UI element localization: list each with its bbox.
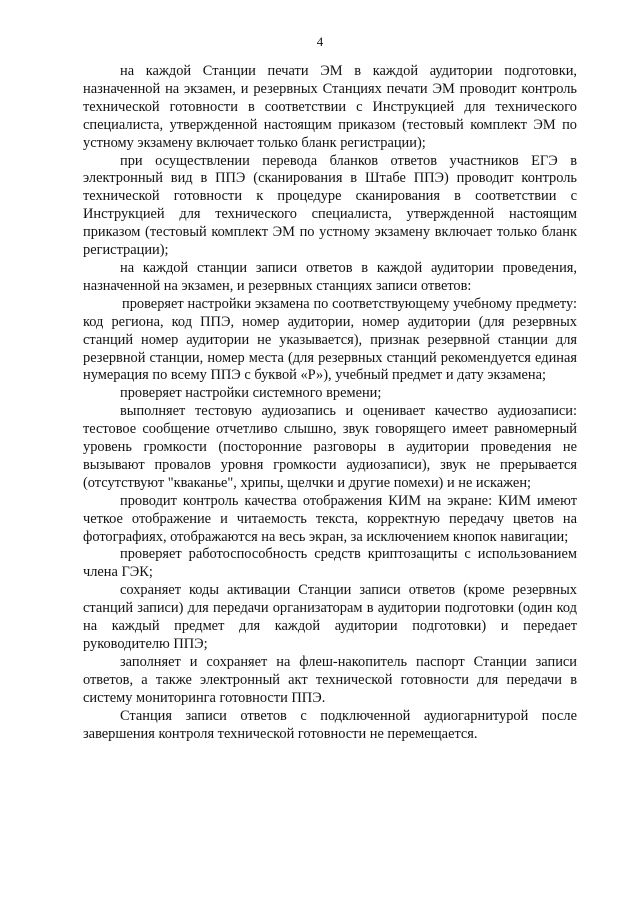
paragraph-recording-station-intro: на каждой станции записи ответов в каждой аудитории проведения, назначенной на экзамен, и резервных станциях записи ответов: (83, 259, 577, 294)
page-number: 4 (316, 34, 324, 49)
paragraph-test-audio: выполняет тестовую аудиозапись и оценивает качество аудиозаписи: тестовое сообщение отчетливо слышно, звук говорящего имеет равномерный уровень громкости (посторонние разговоры в аудитории проведения не вызывают провалов уровня громкости аудиозаписи), звук не прерывается (отсутствуют "кваканье", хрипы, щелчки и другие помехи) и не искажен; (83, 403, 577, 491)
document-body (83, 63, 577, 743)
paragraph-kim-display: проводит контроль качества отображения КИМ на экране: КИМ имеют четкое отображение и читаемость текста, корректную передачу цветов на фотографиях, отображаются на весь экран, за исключением кнопок навигации; (83, 492, 577, 545)
paragraph-exam-settings: проверяет настройки экзамена по соответствующему учебному предмету: код региона, код ППЭ, номер аудитории, номер аудитории (для резервных станций номер аудитории не указывается), признак резервной станции для резервной станции, номер места (для резервных станций рекомендуется единая нумерация по всему ППЭ с буквой «Р»), учебный предмет и дату экзамена; (83, 295, 577, 384)
paragraph-system-time: проверяет настройки системного времени; (120, 385, 382, 402)
paragraph-print-station-check: на каждой Станции печати ЭМ в каждой аудитории подготовки, назначенной на экзамен, и резервных Станциях печати ЭМ проводит контроль технической готовности в соответствии с Инструкцией для технического специалиста, утвержденной настоящим приказом (тестовый комплект ЭМ по устному экзамену включает только бланк регистрации); (83, 63, 577, 151)
paragraph-activation-codes: сохраняет коды активации Станции записи ответов (кроме резервных станций записи) для передачи организаторам в аудитории подготовки (один код на каждый предмет для каждой аудитории подготовки) и передает руководителю ППЭ; (83, 582, 577, 652)
paragraph-crypto-check: проверяет работоспособность средств криптозащиты с использованием члена ГЭК; (83, 546, 577, 581)
paragraph-station-final: Станция записи ответов с подключенной аудиогарнитурой после завершения контроля технической готовности не перемещается. (83, 707, 577, 742)
paragraph-passport-save: заполняет и сохраняет на флеш-накопитель паспорт Станции записи ответов, а также электронный акт технической готовности для передачи в систему мониторинга готовности ППЭ. (83, 653, 577, 706)
paragraph-scanning-check: при осуществлении перевода бланков ответов участников ЕГЭ в электронный вид в ППЭ (сканирования в Штабе ППЭ) проводит контроль технической готовности к процедуре сканирования в соответствии с Инструкцией для технического специалиста, утвержденной настоящим приказом (тестовый комплект ЭМ по устному экзамену включает только бланк регистрации); (83, 152, 577, 259)
